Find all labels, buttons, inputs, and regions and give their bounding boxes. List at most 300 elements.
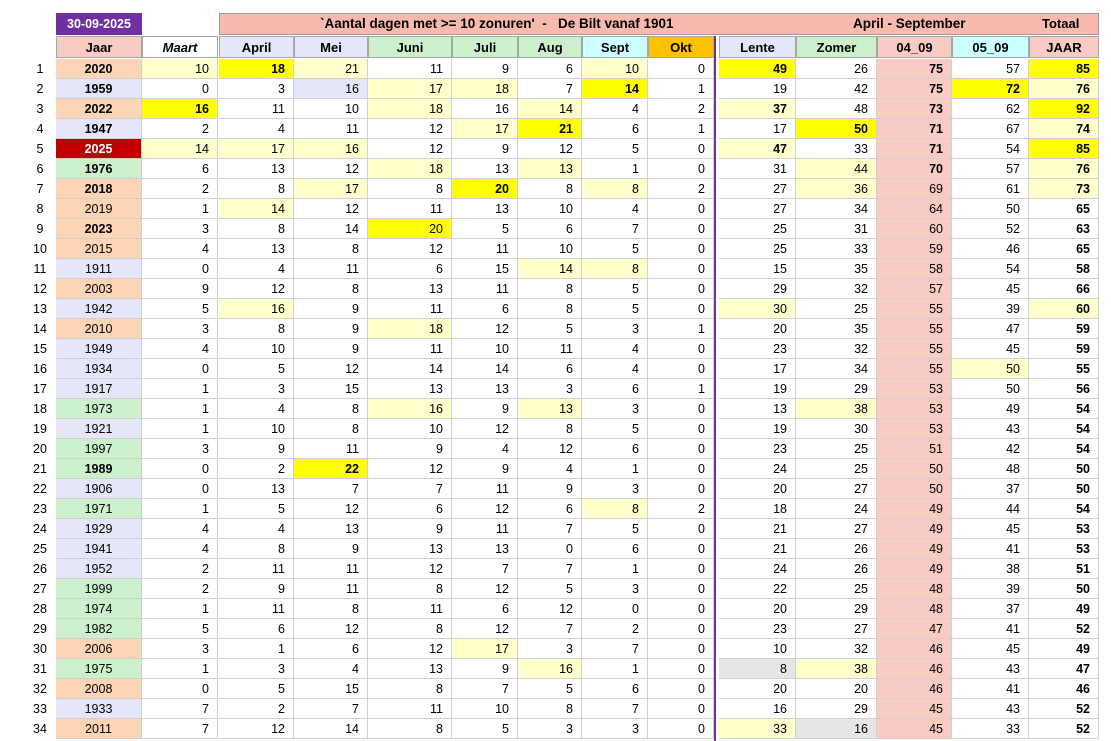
cell-04-09[interactable]: 55 <box>877 319 952 339</box>
cell-mei[interactable]: 12 <box>294 159 368 179</box>
cell-juli[interactable]: 4 <box>452 439 518 459</box>
cell-april[interactable]: 12 <box>219 719 294 739</box>
cell-maart[interactable]: 6 <box>142 159 218 179</box>
cell-sept[interactable]: 7 <box>582 699 648 719</box>
cell-juli[interactable]: 13 <box>452 539 518 559</box>
cell-lente[interactable]: 24 <box>719 559 796 579</box>
cell-lente[interactable]: 20 <box>719 479 796 499</box>
cell-jaar[interactable]: 65 <box>1029 199 1099 219</box>
cell-jaar[interactable]: 65 <box>1029 239 1099 259</box>
cell-aug[interactable]: 4 <box>518 459 582 479</box>
date-cell[interactable]: 30-09-2025 <box>56 13 142 35</box>
cell-aug[interactable]: 7 <box>518 519 582 539</box>
cell-juli[interactable]: 9 <box>452 659 518 679</box>
cell-05-09[interactable]: 38 <box>952 559 1029 579</box>
cell-maart[interactable]: 0 <box>142 479 218 499</box>
cell-maart[interactable]: 3 <box>142 639 218 659</box>
cell-juli[interactable]: 20 <box>452 179 518 199</box>
cell-juli[interactable]: 17 <box>452 119 518 139</box>
cell-05-09[interactable]: 50 <box>952 199 1029 219</box>
cell-05-09[interactable]: 52 <box>952 219 1029 239</box>
cell-mei[interactable]: 8 <box>294 399 368 419</box>
cell-okt[interactable]: 0 <box>648 639 714 659</box>
year-cell[interactable]: 2003 <box>56 279 142 299</box>
cell-aug[interactable]: 12 <box>518 139 582 159</box>
cell-aug[interactable]: 5 <box>518 579 582 599</box>
cell-aug[interactable]: 13 <box>518 159 582 179</box>
cell-zomer[interactable]: 34 <box>796 359 877 379</box>
cell-maart[interactable]: 2 <box>142 179 218 199</box>
cell-okt[interactable]: 1 <box>648 319 714 339</box>
cell-sept[interactable]: 8 <box>582 499 648 519</box>
cell-juni[interactable]: 20 <box>368 219 452 239</box>
year-cell[interactable]: 2015 <box>56 239 142 259</box>
cell-04-09[interactable]: 73 <box>877 99 952 119</box>
cell-lente[interactable]: 20 <box>719 319 796 339</box>
cell-jaar[interactable]: 66 <box>1029 279 1099 299</box>
cell-jaar[interactable]: 52 <box>1029 699 1099 719</box>
cell-zomer[interactable]: 24 <box>796 499 877 519</box>
cell-jaar[interactable]: 59 <box>1029 319 1099 339</box>
cell-juni[interactable]: 10 <box>368 419 452 439</box>
cell-aug[interactable]: 10 <box>518 199 582 219</box>
cell-05-09[interactable]: 62 <box>952 99 1029 119</box>
cell-sept[interactable]: 3 <box>582 479 648 499</box>
cell-april[interactable]: 14 <box>219 199 294 219</box>
cell-05-09[interactable]: 42 <box>952 439 1029 459</box>
cell-mei[interactable]: 8 <box>294 599 368 619</box>
cell-juni[interactable]: 11 <box>368 339 452 359</box>
cell-mei[interactable]: 11 <box>294 119 368 139</box>
cell-aug[interactable]: 3 <box>518 639 582 659</box>
cell-maart[interactable]: 14 <box>142 139 218 159</box>
year-cell[interactable]: 1974 <box>56 599 142 619</box>
cell-april[interactable]: 8 <box>219 319 294 339</box>
year-cell[interactable]: 1911 <box>56 259 142 279</box>
cell-juli[interactable]: 5 <box>452 719 518 739</box>
cell-sept[interactable]: 6 <box>582 539 648 559</box>
cell-05-09[interactable]: 46 <box>952 239 1029 259</box>
cell-april[interactable]: 5 <box>219 359 294 379</box>
cell-mei[interactable]: 14 <box>294 719 368 739</box>
cell-okt[interactable]: 0 <box>648 479 714 499</box>
cell-maart[interactable]: 16 <box>142 99 218 119</box>
year-cell[interactable]: 1906 <box>56 479 142 499</box>
cell-04-09[interactable]: 53 <box>877 379 952 399</box>
cell-05-09[interactable]: 45 <box>952 519 1029 539</box>
cell-mei[interactable]: 21 <box>294 59 368 79</box>
cell-juni[interactable]: 12 <box>368 239 452 259</box>
cell-aug[interactable]: 11 <box>518 339 582 359</box>
cell-juni[interactable]: 18 <box>368 319 452 339</box>
cell-mei[interactable]: 9 <box>294 339 368 359</box>
cell-maart[interactable]: 3 <box>142 319 218 339</box>
cell-april[interactable]: 3 <box>219 379 294 399</box>
cell-mei[interactable]: 11 <box>294 439 368 459</box>
cell-juli[interactable]: 13 <box>452 199 518 219</box>
cell-okt[interactable]: 0 <box>648 599 714 619</box>
cell-zomer[interactable]: 31 <box>796 219 877 239</box>
cell-lente[interactable]: 19 <box>719 419 796 439</box>
cell-jaar[interactable]: 92 <box>1029 99 1099 119</box>
cell-juni[interactable]: 8 <box>368 719 452 739</box>
cell-juni[interactable]: 11 <box>368 299 452 319</box>
cell-zomer[interactable]: 32 <box>796 339 877 359</box>
cell-april[interactable]: 4 <box>219 519 294 539</box>
cell-mei[interactable]: 12 <box>294 359 368 379</box>
header-jaar[interactable]: JAAR <box>1029 36 1099 58</box>
cell-lente[interactable]: 30 <box>719 299 796 319</box>
cell-jaar[interactable]: 85 <box>1029 139 1099 159</box>
cell-sept[interactable]: 6 <box>582 439 648 459</box>
cell-juli[interactable]: 6 <box>452 599 518 619</box>
cell-zomer[interactable]: 33 <box>796 239 877 259</box>
cell-juli[interactable]: 11 <box>452 519 518 539</box>
cell-maart[interactable]: 1 <box>142 399 218 419</box>
cell-aug[interactable]: 8 <box>518 419 582 439</box>
cell-maart[interactable]: 2 <box>142 579 218 599</box>
cell-jaar[interactable]: 56 <box>1029 379 1099 399</box>
cell-04-09[interactable]: 71 <box>877 139 952 159</box>
cell-04-09[interactable]: 51 <box>877 439 952 459</box>
cell-juni[interactable]: 6 <box>368 259 452 279</box>
cell-05-09[interactable]: 57 <box>952 159 1029 179</box>
cell-lente[interactable]: 20 <box>719 599 796 619</box>
cell-jaar[interactable]: 59 <box>1029 339 1099 359</box>
cell-sept[interactable]: 4 <box>582 339 648 359</box>
cell-05-09[interactable]: 50 <box>952 379 1029 399</box>
cell-maart[interactable]: 1 <box>142 659 218 679</box>
cell-maart[interactable]: 3 <box>142 439 218 459</box>
cell-lente[interactable]: 25 <box>719 239 796 259</box>
cell-juni[interactable]: 9 <box>368 439 452 459</box>
cell-mei[interactable]: 16 <box>294 139 368 159</box>
cell-zomer[interactable]: 32 <box>796 639 877 659</box>
cell-okt[interactable]: 0 <box>648 399 714 419</box>
cell-jaar[interactable]: 53 <box>1029 539 1099 559</box>
cell-sept[interactable]: 7 <box>582 639 648 659</box>
cell-zomer[interactable]: 33 <box>796 139 877 159</box>
cell-04-09[interactable]: 46 <box>877 679 952 699</box>
header-zomer[interactable]: Zomer <box>796 36 877 58</box>
cell-jaar[interactable]: 54 <box>1029 499 1099 519</box>
cell-aug[interactable]: 14 <box>518 259 582 279</box>
cell-zomer[interactable]: 25 <box>796 439 877 459</box>
cell-mei[interactable]: 15 <box>294 679 368 699</box>
cell-sept[interactable]: 2 <box>582 619 648 639</box>
cell-juni[interactable]: 18 <box>368 99 452 119</box>
cell-04-09[interactable]: 48 <box>877 579 952 599</box>
cell-okt[interactable]: 0 <box>648 359 714 379</box>
cell-05-09[interactable]: 39 <box>952 299 1029 319</box>
cell-okt[interactable]: 0 <box>648 219 714 239</box>
cell-zomer[interactable]: 26 <box>796 559 877 579</box>
cell-maart[interactable]: 1 <box>142 599 218 619</box>
cell-lente[interactable]: 23 <box>719 339 796 359</box>
cell-sept[interactable]: 1 <box>582 459 648 479</box>
year-cell[interactable]: 2022 <box>56 99 142 119</box>
cell-mei[interactable]: 9 <box>294 539 368 559</box>
cell-zomer[interactable]: 26 <box>796 59 877 79</box>
cell-juli[interactable]: 13 <box>452 159 518 179</box>
cell-04-09[interactable]: 69 <box>877 179 952 199</box>
year-cell[interactable]: 1971 <box>56 499 142 519</box>
cell-04-09[interactable]: 45 <box>877 719 952 739</box>
cell-05-09[interactable]: 67 <box>952 119 1029 139</box>
cell-zomer[interactable]: 27 <box>796 619 877 639</box>
cell-zomer[interactable]: 34 <box>796 199 877 219</box>
cell-okt[interactable]: 0 <box>648 659 714 679</box>
header-juli[interactable]: Juli <box>452 36 518 58</box>
cell-okt[interactable]: 0 <box>648 559 714 579</box>
cell-jaar[interactable]: 50 <box>1029 579 1099 599</box>
cell-lente[interactable]: 8 <box>719 659 796 679</box>
cell-zomer[interactable]: 44 <box>796 159 877 179</box>
header-05-09[interactable]: 05_09 <box>952 36 1029 58</box>
cell-05-09[interactable]: 41 <box>952 539 1029 559</box>
cell-sept[interactable]: 5 <box>582 419 648 439</box>
cell-aug[interactable]: 6 <box>518 359 582 379</box>
cell-juli[interactable]: 10 <box>452 339 518 359</box>
cell-juni[interactable]: 12 <box>368 559 452 579</box>
cell-april[interactable]: 16 <box>219 299 294 319</box>
cell-juli[interactable]: 15 <box>452 259 518 279</box>
cell-juli[interactable]: 17 <box>452 639 518 659</box>
cell-04-09[interactable]: 49 <box>877 519 952 539</box>
cell-juni[interactable]: 13 <box>368 539 452 559</box>
cell-mei[interactable]: 11 <box>294 579 368 599</box>
cell-okt[interactable]: 0 <box>648 719 714 739</box>
cell-april[interactable]: 6 <box>219 619 294 639</box>
cell-juni[interactable]: 11 <box>368 59 452 79</box>
cell-zomer[interactable]: 25 <box>796 579 877 599</box>
year-cell[interactable]: 2023 <box>56 219 142 239</box>
cell-aug[interactable]: 10 <box>518 239 582 259</box>
header-lente[interactable]: Lente <box>719 36 796 58</box>
cell-aug[interactable]: 0 <box>518 539 582 559</box>
cell-aug[interactable]: 12 <box>518 599 582 619</box>
year-cell[interactable]: 1921 <box>56 419 142 439</box>
cell-05-09[interactable]: 54 <box>952 259 1029 279</box>
cell-juli[interactable]: 12 <box>452 419 518 439</box>
cell-juni[interactable]: 13 <box>368 379 452 399</box>
cell-mei[interactable]: 9 <box>294 299 368 319</box>
cell-juni[interactable]: 14 <box>368 359 452 379</box>
cell-04-09[interactable]: 53 <box>877 419 952 439</box>
cell-05-09[interactable]: 45 <box>952 639 1029 659</box>
cell-okt[interactable]: 2 <box>648 499 714 519</box>
cell-lente[interactable]: 49 <box>719 59 796 79</box>
cell-juli[interactable]: 9 <box>452 59 518 79</box>
year-cell[interactable]: 1952 <box>56 559 142 579</box>
cell-juli[interactable]: 5 <box>452 219 518 239</box>
cell-sept[interactable]: 0 <box>582 599 648 619</box>
cell-maart[interactable]: 0 <box>142 679 218 699</box>
cell-zomer[interactable]: 27 <box>796 519 877 539</box>
cell-aug[interactable]: 8 <box>518 279 582 299</box>
cell-juli[interactable]: 12 <box>452 619 518 639</box>
cell-sept[interactable]: 1 <box>582 559 648 579</box>
cell-jaar[interactable]: 54 <box>1029 419 1099 439</box>
cell-okt[interactable]: 0 <box>648 59 714 79</box>
cell-04-09[interactable]: 46 <box>877 639 952 659</box>
cell-sept[interactable]: 5 <box>582 299 648 319</box>
cell-okt[interactable]: 0 <box>648 239 714 259</box>
cell-okt[interactable]: 0 <box>648 699 714 719</box>
cell-juli[interactable]: 12 <box>452 319 518 339</box>
cell-lente[interactable]: 37 <box>719 99 796 119</box>
cell-04-09[interactable]: 45 <box>877 699 952 719</box>
cell-okt[interactable]: 0 <box>648 419 714 439</box>
cell-aug[interactable]: 16 <box>518 659 582 679</box>
cell-04-09[interactable]: 70 <box>877 159 952 179</box>
cell-lente[interactable]: 22 <box>719 579 796 599</box>
cell-maart[interactable]: 0 <box>142 459 218 479</box>
cell-aug[interactable]: 3 <box>518 719 582 739</box>
cell-jaar[interactable]: 54 <box>1029 399 1099 419</box>
year-cell[interactable]: 1929 <box>56 519 142 539</box>
cell-zomer[interactable]: 29 <box>796 599 877 619</box>
cell-maart[interactable]: 4 <box>142 519 218 539</box>
header-aug[interactable]: Aug <box>518 36 582 58</box>
cell-lente[interactable]: 25 <box>719 219 796 239</box>
cell-jaar[interactable]: 50 <box>1029 479 1099 499</box>
header-jaar[interactable]: Jaar <box>56 36 142 58</box>
cell-zomer[interactable]: 50 <box>796 119 877 139</box>
cell-april[interactable]: 8 <box>219 219 294 239</box>
cell-april[interactable]: 8 <box>219 179 294 199</box>
cell-05-09[interactable]: 45 <box>952 339 1029 359</box>
cell-lente[interactable]: 21 <box>719 519 796 539</box>
cell-zomer[interactable]: 25 <box>796 299 877 319</box>
cell-aug[interactable]: 5 <box>518 319 582 339</box>
cell-juli[interactable]: 9 <box>452 139 518 159</box>
cell-juli[interactable]: 18 <box>452 79 518 99</box>
cell-aug[interactable]: 3 <box>518 379 582 399</box>
year-cell[interactable]: 1982 <box>56 619 142 639</box>
cell-04-09[interactable]: 47 <box>877 619 952 639</box>
cell-sept[interactable]: 6 <box>582 679 648 699</box>
cell-maart[interactable]: 1 <box>142 499 218 519</box>
year-cell[interactable]: 2025 <box>56 139 142 159</box>
cell-juli[interactable]: 6 <box>452 299 518 319</box>
cell-sept[interactable]: 4 <box>582 359 648 379</box>
cell-juni[interactable]: 11 <box>368 699 452 719</box>
cell-05-09[interactable]: 57 <box>952 59 1029 79</box>
cell-lente[interactable]: 20 <box>719 679 796 699</box>
cell-maart[interactable]: 1 <box>142 419 218 439</box>
cell-juni[interactable]: 12 <box>368 639 452 659</box>
cell-juni[interactable]: 8 <box>368 179 452 199</box>
cell-04-09[interactable]: 75 <box>877 59 952 79</box>
cell-okt[interactable]: 0 <box>648 539 714 559</box>
cell-juni[interactable]: 9 <box>368 519 452 539</box>
cell-aug[interactable]: 6 <box>518 499 582 519</box>
cell-04-09[interactable]: 57 <box>877 279 952 299</box>
cell-mei[interactable]: 13 <box>294 519 368 539</box>
cell-april[interactable]: 5 <box>219 499 294 519</box>
cell-mei[interactable]: 12 <box>294 199 368 219</box>
cell-juni[interactable]: 8 <box>368 579 452 599</box>
cell-okt[interactable]: 0 <box>648 579 714 599</box>
cell-okt[interactable]: 1 <box>648 119 714 139</box>
cell-zomer[interactable]: 35 <box>796 319 877 339</box>
cell-maart[interactable]: 0 <box>142 259 218 279</box>
cell-sept[interactable]: 5 <box>582 139 648 159</box>
year-cell[interactable]: 2006 <box>56 639 142 659</box>
cell-sept[interactable]: 8 <box>582 259 648 279</box>
cell-okt[interactable]: 0 <box>648 619 714 639</box>
cell-okt[interactable]: 0 <box>648 299 714 319</box>
cell-04-09[interactable]: 49 <box>877 559 952 579</box>
cell-juli[interactable]: 12 <box>452 499 518 519</box>
cell-sept[interactable]: 3 <box>582 399 648 419</box>
cell-zomer[interactable]: 27 <box>796 479 877 499</box>
cell-april[interactable]: 2 <box>219 699 294 719</box>
cell-april[interactable]: 10 <box>219 419 294 439</box>
cell-05-09[interactable]: 37 <box>952 479 1029 499</box>
cell-maart[interactable]: 5 <box>142 299 218 319</box>
cell-lente[interactable]: 17 <box>719 359 796 379</box>
cell-april[interactable]: 5 <box>219 679 294 699</box>
cell-april[interactable]: 4 <box>219 399 294 419</box>
cell-juli[interactable]: 11 <box>452 479 518 499</box>
cell-juli[interactable]: 14 <box>452 359 518 379</box>
cell-zomer[interactable]: 30 <box>796 419 877 439</box>
year-cell[interactable]: 1941 <box>56 539 142 559</box>
cell-maart[interactable]: 3 <box>142 219 218 239</box>
cell-april[interactable]: 11 <box>219 99 294 119</box>
cell-aug[interactable]: 7 <box>518 559 582 579</box>
cell-sept[interactable]: 5 <box>582 279 648 299</box>
cell-jaar[interactable]: 85 <box>1029 59 1099 79</box>
cell-april[interactable]: 9 <box>219 439 294 459</box>
cell-mei[interactable]: 17 <box>294 179 368 199</box>
cell-juni[interactable]: 17 <box>368 79 452 99</box>
cell-april[interactable]: 2 <box>219 459 294 479</box>
cell-04-09[interactable]: 64 <box>877 199 952 219</box>
cell-okt[interactable]: 0 <box>648 259 714 279</box>
cell-okt[interactable]: 0 <box>648 459 714 479</box>
cell-jaar[interactable]: 76 <box>1029 159 1099 179</box>
cell-04-09[interactable]: 49 <box>877 499 952 519</box>
cell-april[interactable]: 1 <box>219 639 294 659</box>
cell-zomer[interactable]: 38 <box>796 659 877 679</box>
cell-okt[interactable]: 2 <box>648 99 714 119</box>
year-cell[interactable]: 2010 <box>56 319 142 339</box>
cell-mei[interactable]: 4 <box>294 659 368 679</box>
header-maart[interactable]: Maart <box>142 36 218 58</box>
year-cell[interactable]: 1975 <box>56 659 142 679</box>
cell-okt[interactable]: 0 <box>648 679 714 699</box>
cell-juni[interactable]: 11 <box>368 599 452 619</box>
cell-sept[interactable]: 3 <box>582 319 648 339</box>
cell-maart[interactable]: 0 <box>142 79 218 99</box>
cell-maart[interactable]: 4 <box>142 539 218 559</box>
cell-mei[interactable]: 11 <box>294 559 368 579</box>
cell-sept[interactable]: 7 <box>582 219 648 239</box>
cell-mei[interactable]: 11 <box>294 259 368 279</box>
cell-maart[interactable]: 7 <box>142 719 218 739</box>
cell-sept[interactable]: 8 <box>582 179 648 199</box>
cell-04-09[interactable]: 55 <box>877 359 952 379</box>
cell-aug[interactable]: 7 <box>518 619 582 639</box>
cell-jaar[interactable]: 51 <box>1029 559 1099 579</box>
cell-juni[interactable]: 7 <box>368 479 452 499</box>
cell-juni[interactable]: 6 <box>368 499 452 519</box>
cell-04-09[interactable]: 55 <box>877 339 952 359</box>
cell-juni[interactable]: 16 <box>368 399 452 419</box>
